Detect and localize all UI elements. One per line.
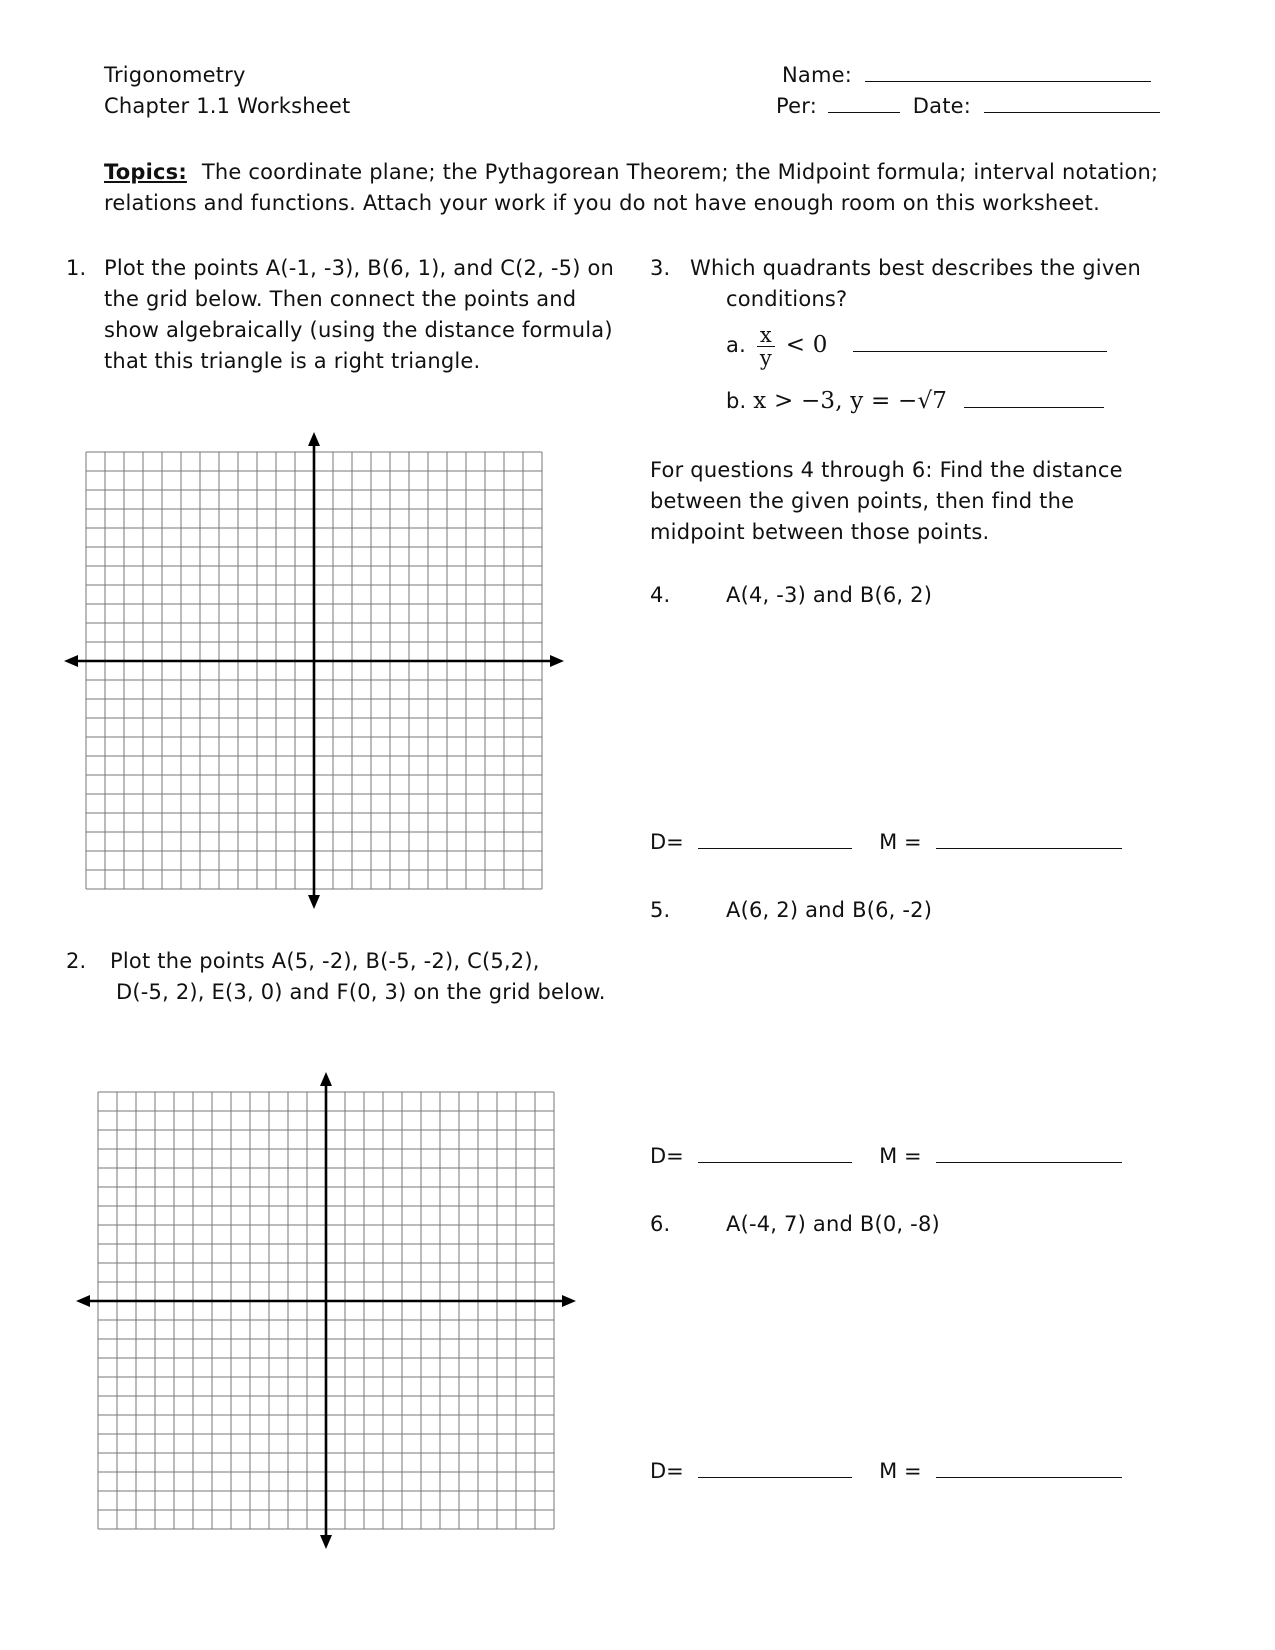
problem-4-distance-field[interactable] bbox=[698, 828, 852, 849]
problem-6-d-label: D= bbox=[650, 1459, 684, 1483]
name-label-text: Name: bbox=[782, 63, 853, 87]
problem-6-midpoint-field[interactable] bbox=[936, 1457, 1122, 1478]
problem-5-number: 5. bbox=[650, 898, 671, 922]
per-date-row bbox=[776, 91, 1160, 122]
q3b-row bbox=[726, 386, 1104, 417]
x-axis-left-arrow-icon bbox=[76, 1295, 90, 1307]
y-axis-down-arrow-icon bbox=[308, 895, 320, 909]
q2-line-2: D(-5, 2), E(3, 0) and F(0, 3) on the grid below. bbox=[116, 980, 606, 1004]
topics-line-1 bbox=[104, 157, 1158, 188]
problem-6-points: A(-4, 7) and B(0, -8) bbox=[726, 1212, 940, 1236]
q2-number: 2. bbox=[66, 949, 87, 973]
y-axis-up-arrow-icon bbox=[320, 1072, 332, 1086]
y-axis-down-arrow-icon bbox=[320, 1535, 332, 1549]
problem-5-distance-field[interactable] bbox=[698, 1142, 852, 1163]
problem-6-m-label: M = bbox=[879, 1459, 922, 1483]
worksheet-title: Chapter 1.1 Worksheet bbox=[104, 94, 351, 118]
q3-line-1: Which quadrants best describes the given bbox=[690, 256, 1142, 280]
name-field[interactable] bbox=[865, 61, 1151, 82]
x-axis-right-arrow-icon bbox=[562, 1295, 576, 1307]
instructions-line-2: between the given points, then find the bbox=[650, 489, 1075, 513]
problem-6-distance-field[interactable] bbox=[698, 1457, 852, 1478]
q3b-expression: x > −3, y = −√7 bbox=[753, 388, 948, 414]
problem-6-number: 6. bbox=[650, 1212, 671, 1236]
per-label: Per: bbox=[776, 94, 817, 118]
problem-6-answers bbox=[650, 1457, 1122, 1483]
x-axis-left-arrow-icon bbox=[64, 655, 78, 667]
q3a-inequality: < 0 bbox=[785, 332, 828, 358]
q1-number: 1. bbox=[66, 256, 87, 280]
problem-5-d-label: D= bbox=[650, 1144, 684, 1168]
q1-line-1: Plot the points A(-1, -3), B(6, 1), and C(2, -5) on bbox=[104, 256, 615, 280]
coordinate-grid-1[interactable] bbox=[60, 430, 580, 930]
problem-4-points: A(4, -3) and B(6, 2) bbox=[726, 583, 933, 607]
problem-4-d-label: D= bbox=[650, 830, 684, 854]
problem-5-midpoint-field[interactable] bbox=[936, 1142, 1122, 1163]
q1-line-3: show algebraically (using the distance formula) bbox=[104, 318, 613, 342]
q1-line-2: the grid below. Then connect the points and bbox=[104, 287, 577, 311]
topics-label: Topics: bbox=[104, 160, 187, 184]
q3b-answer-field[interactable] bbox=[964, 387, 1104, 408]
q3a-denominator: y bbox=[759, 345, 772, 370]
q3b-label: b. bbox=[726, 389, 747, 413]
problem-4-answers bbox=[650, 828, 1122, 854]
problem-5-points: A(6, 2) and B(6, -2) bbox=[726, 898, 933, 922]
name-label bbox=[782, 60, 1151, 91]
problem-5-answers bbox=[650, 1142, 1122, 1168]
topics-line-2: relations and functions. Attach your work if you do not have enough room on this worksheet. bbox=[104, 191, 1100, 215]
topics-text-1: The coordinate plane; the Pythagorean Theorem; the Midpoint formula; interval notation; bbox=[201, 160, 1159, 184]
x-axis-right-arrow-icon bbox=[550, 655, 564, 667]
q3a-answer-field[interactable] bbox=[853, 331, 1107, 352]
q3a-label: a. bbox=[726, 333, 746, 357]
coordinate-grid-2[interactable] bbox=[72, 1070, 592, 1570]
date-field[interactable] bbox=[984, 92, 1160, 113]
course-title: Trigonometry bbox=[104, 63, 246, 87]
instructions-line-3: midpoint between those points. bbox=[650, 520, 990, 544]
problem-4-number: 4. bbox=[650, 583, 671, 607]
problem-5-m-label: M = bbox=[879, 1144, 922, 1168]
problem-4-midpoint-field[interactable] bbox=[936, 828, 1122, 849]
date-label: Date: bbox=[912, 94, 972, 118]
y-axis-up-arrow-icon bbox=[308, 432, 320, 446]
q3a-row bbox=[726, 322, 1107, 369]
q3a-numerator: x bbox=[757, 324, 775, 347]
q2-line-1: Plot the points A(5, -2), B(-5, -2), C(5,2), bbox=[110, 949, 540, 973]
q3a-fraction bbox=[757, 324, 775, 369]
per-field[interactable] bbox=[828, 92, 900, 113]
q1-line-4: that this triangle is a right triangle. bbox=[104, 349, 481, 373]
problem-4-m-label: M = bbox=[879, 830, 922, 854]
q3-line-2: conditions? bbox=[726, 287, 848, 311]
q3-number: 3. bbox=[650, 256, 671, 280]
instructions-line-1: For questions 4 through 6: Find the distance bbox=[650, 458, 1123, 482]
